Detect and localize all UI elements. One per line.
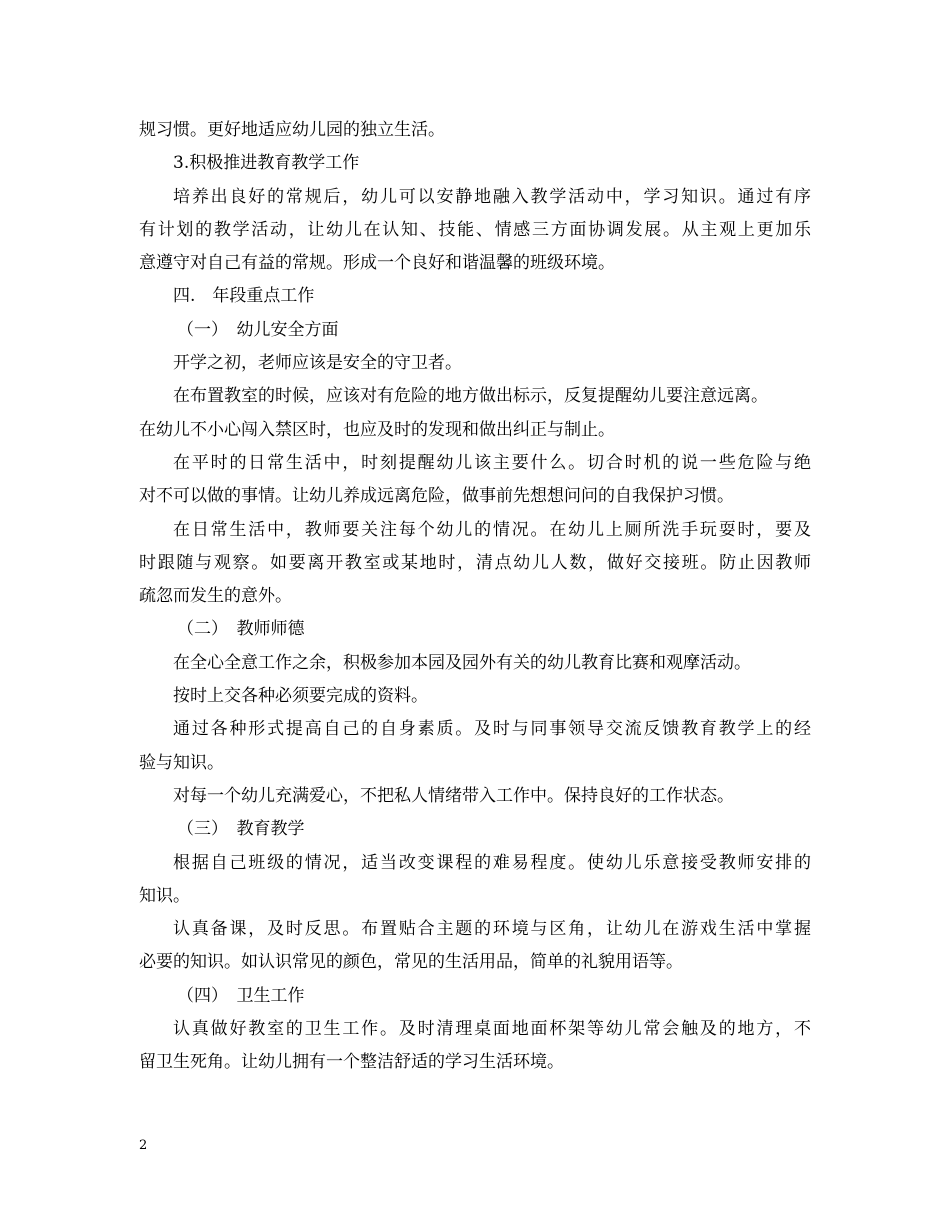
paragraph-line: 在全心全意工作之余，积极参加本园及园外有关的幼儿教育比赛和观摩活动。	[173, 652, 751, 673]
paragraph-line: 意遵守对自己有益的常规。形成一个良好和谐温馨的班级环境。	[139, 253, 615, 274]
paragraph-line: 验与知识。	[139, 752, 224, 773]
subsection-heading: （四） 卫生工作	[177, 985, 305, 1006]
paragraph-line: 在平时的日常生活中，时刻提醒幼儿该主要什么。切合时机的说一些危险与绝	[173, 452, 811, 473]
paragraph-line: 按时上交各种必须要完成的资料。	[173, 686, 428, 707]
paragraph-line: 对每一个幼儿充满爱心，不把私人情绪带入工作中。保持良好的工作状态。	[173, 785, 734, 806]
paragraph-line: 在幼儿不小心闯入禁区时，也应及时的发现和做出纠正与制止。	[139, 419, 615, 440]
document-body	[139, 114, 811, 1080]
subsection-heading: （二） 教师师德	[177, 619, 305, 640]
paragraph-line: 疏忽而发生的意外。	[139, 586, 292, 607]
paragraph-line: 认真备课，及时反思。布置贴合主题的环境与区角，让幼儿在游戏生活中掌握	[173, 919, 811, 940]
paragraph-line: 有计划的教学活动，让幼儿在认知、技能、情感三方面协调发展。从主观上更加乐	[139, 219, 811, 240]
paragraph-line: 通过各种形式提高自己的自身素质。及时与同事领导交流反馈教育教学上的经	[173, 719, 811, 740]
paragraph-line: 根据自己班级的情况，适当改变课程的难易程度。使幼儿乐意接受教师安排的	[173, 852, 811, 873]
paragraph-line: 时跟随与观察。如要离开教室或某地时，清点幼儿人数，做好交接班。防止因教师	[139, 552, 811, 573]
paragraph-line: 认真做好教室的卫生工作。及时清理桌面地面杯架等幼儿常会触及的地方，不	[173, 1019, 811, 1040]
paragraph-line: 必要的知识。如认识常见的颜色，常见的生活用品，简单的礼貌用语等。	[139, 952, 683, 973]
paragraph-line: 规习惯。更好地适应幼儿园的独立生活。	[139, 120, 445, 140]
page-number: 2	[139, 1138, 148, 1153]
paragraph-line: 知识。	[139, 885, 190, 906]
subsection-heading: （三） 教育教学	[177, 819, 305, 840]
section-heading: 3.积极推进教育教学工作	[173, 153, 360, 174]
paragraph-line: 留卫生死角。让幼儿拥有一个整洁舒适的学习生活环境。	[139, 1052, 564, 1073]
paragraph-line: 在日常生活中，教师要关注每个幼儿的情况。在幼儿上厕所洗手玩耍时，要及	[173, 519, 811, 540]
paragraph-line: 对不可以做的事情。让幼儿养成远离危险，做事前先想想问问的自我保护习惯。	[139, 486, 734, 507]
paragraph-line: 开学之初，老师应该是安全的守卫者。	[173, 353, 462, 374]
paragraph-line: 培养出良好的常规后，幼儿可以安静地融入教学活动中，学习知识。通过有序	[173, 186, 811, 207]
section-heading: 四. 年段重点工作	[173, 286, 315, 307]
subsection-heading: （一） 幼儿安全方面	[177, 319, 339, 340]
paragraph-line: 在布置教室的时候，应该对有危险的地方做出标示，反复提醒幼儿要注意远离。	[173, 386, 768, 407]
